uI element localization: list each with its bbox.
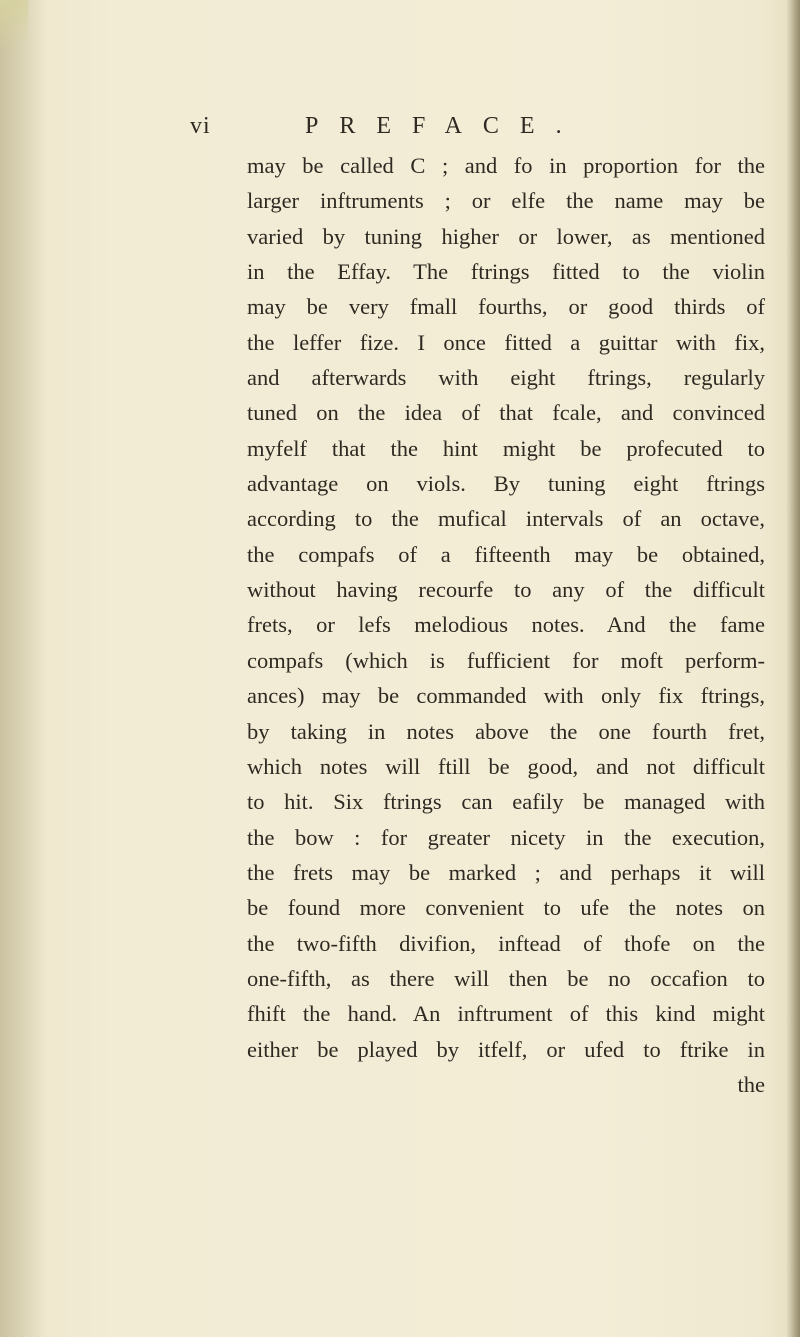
text-line: frets, or lefs melodious notes. And the fame (247, 612, 765, 638)
text-line: the compafs of a fifteenth may be obtained, (247, 541, 765, 567)
text-line: larger inftruments ; or elfe the name may be (247, 188, 765, 214)
page-edge-shadow (786, 0, 800, 1337)
text-line: to hit. Six ftrings can eafily be managed with (247, 789, 765, 815)
text-line: fhift the hand. An inftrument of this kind might (247, 1001, 765, 1027)
text-line: which notes will ftill be good, and not difficult (247, 753, 765, 779)
text-line: myfelf that the hint might be profecuted to (247, 435, 765, 461)
text-line: the two-fifth divifion, inftead of thofe on the (247, 930, 765, 956)
text-line: by taking in notes above the one fourth fret, (247, 718, 765, 744)
text-line: according to the mufical intervals of an octave, (247, 506, 765, 532)
text-line: one-fifth, as there will then be no occafion to (247, 965, 765, 991)
text-line: the leffer fize. I once fitted a guittar with fix, (247, 329, 765, 355)
text-line: the frets may be marked ; and perhaps it will (247, 859, 765, 885)
text-line: in the Effay. The ftrings fitted to the violin (247, 259, 765, 285)
text-line: ances) may be commanded with only fix ftrings, (247, 683, 765, 709)
running-head (190, 113, 750, 147)
text-line: compafs (which is fufficient for moft perform- (247, 647, 765, 673)
catchword: the (737, 1071, 765, 1097)
gutter-shadow (0, 0, 48, 1337)
running-title: PREFACE. (305, 113, 583, 139)
text-line: advantage on viols. By tuning eight ftrings (247, 471, 765, 497)
text-line: either be played by itfelf, or ufed to ftrike in (247, 1036, 765, 1062)
text-line: varied by tuning higher or lower, as mentioned (247, 223, 765, 249)
page-corner-stain (0, 0, 28, 60)
page-number: vi (190, 113, 211, 139)
text-line: be found more convenient to ufe the notes on (247, 895, 765, 921)
text-line: may be called C ; and fo in proportion for the (247, 153, 765, 178)
body-text (247, 148, 765, 1102)
text-line: and afterwards with eight ftrings, regularly (247, 365, 765, 391)
text-line: may be very fmall fourths, or good thirds of (247, 294, 765, 320)
text-line: without having recourfe to any of the difficult (247, 577, 765, 603)
text-line: the bow : for greater nicety in the execution, (247, 824, 765, 850)
text-line: tuned on the idea of that fcale, and convinced (247, 400, 765, 426)
